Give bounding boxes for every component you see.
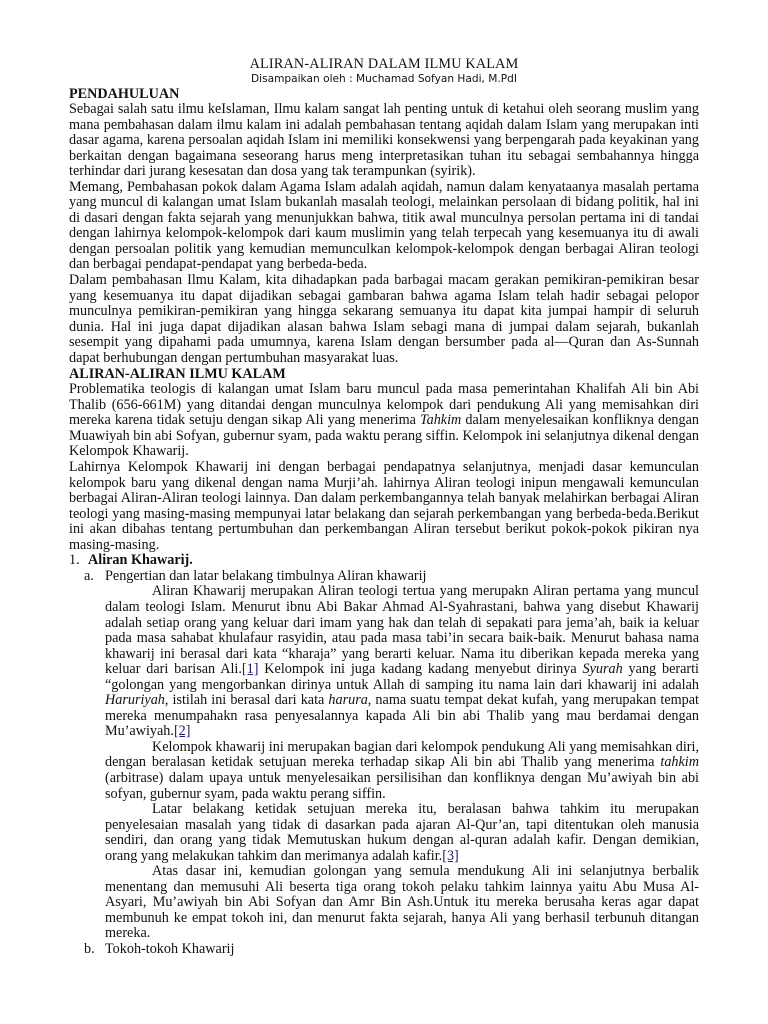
text-span: Kelompok khawarij ini merupakan bagian dari kelompok pendukung Ali yang memisahkan diri, dengan beralasan ketidak setujuan mereka terhadap sikap Ali bin abi Thalib yang menerima xyxy=(105,738,699,771)
text-span: Latar belakang ketidak setujuan mereka itu, beralasan bahwa tahkim itu merupakan penyelesaian masalah yang tidak di dasarkan pada ajaran Al-Qur’an, tapi ditentukan oleh manusia sendiri, dan orang yang tidak Memutuskan hukum dengan al-quran adalah kafir. Dengan demikian, orang yang melakukan tahkim dan merimanya adalah kafir. xyxy=(105,801,699,864)
sublist-letter: b. xyxy=(84,940,95,957)
document-title: ALIRAN-ALIRAN DALAM ILMU KALAM xyxy=(249,56,519,72)
italic-term: Syurah xyxy=(582,661,623,678)
section-heading-aliran: ALIRAN-ALIRAN ILMU KALAM xyxy=(69,366,286,383)
italic-term: Haruriyah xyxy=(105,692,165,709)
list-item-khawarij xyxy=(69,553,699,569)
italic-term: Tahkim xyxy=(420,412,462,429)
paragraph: Dalam pembahasan Ilmu Kalam, kita dihadapkan pada barbagai macam gerakan pemikiran-pemikiran besar yang kesemuanya itu dapat dijadikan sebagai gambaran bahwa agama Islam telah hadir sebagai pelopor munculnya pemikiran-pemikiran yang hingga sekarang semuanya itu dapat kita jumpai hampir di seluruh dunia. Hal ini juga dapat dijadikan alasan bahwa Islam sebagi mana di jumpai dalam sejarah, bukanlah sesempit yang dipahami pada umumnya, karena Islam dengan bersumber pada al—Quran dan As-Sunnah dapat berhubungan dengan pertumbuhan masyarakat luas. xyxy=(69,272,699,366)
italic-term: tahkim xyxy=(660,754,699,771)
paragraph: Lahirnya Kelompok Khawarij ini dengan berbagai pendapatnya selanjutnya, menjadi dasar kemunculan kelompok baru yang dikenal dengan nama Murji’ah. lahirnya Aliran teologi inipun mengawali kemunculan berbagai Aliran-Aliran teologi lainnya. Dan dalam perkembangannya telah banyak melahirkan berbagai Aliran teologi yang masing-masing mempunyai latar belakang dan sejarah perkembangan yang berbeda-beda.Berikut ini akan dibahas tentang pertumbuhan dan perkembangan Aliran tersebut berikut pokok-pokok pikiran nya masing-masing. xyxy=(69,459,699,553)
sublist-letter: a. xyxy=(84,567,94,584)
paragraph xyxy=(69,382,699,460)
paragraph xyxy=(105,802,699,864)
sublist-label: Tokoh-tokoh Khawarij xyxy=(105,940,235,957)
text-span: nama suatu tempat dekat kufah, yang merupakan tempat mereka menumpahakn rasa penyesalannya kapada Ali bin abi Thalib yang mau berdamai dengan Mu’awiyah. xyxy=(105,692,699,740)
paragraph xyxy=(105,584,699,739)
paragraph xyxy=(105,740,699,802)
text-span: , istilah ini berasal dari kata xyxy=(164,692,329,709)
text-span: yang berarti “golongan yang mengorbankan dirinya untuk Allah di samping itu nama lain dari khawarij ini adalah xyxy=(105,661,699,693)
paragraph: Sebagai salah satu ilmu keIslaman, Ilmu kalam sangat lah penting untuk di ketahui oleh seorang muslim yang mana pembahasan dalam ilmu kalam ini adalah pembahasan tentang aqidah dalam Islam yang merupakan inti dasar agama, karena persoalan aqidah Islam ini memiliki konsekwensi yang berpengarah pada keyakinan yang berkaitan dengan bagaimana seseorang harus meng interpretasikan tuhan itu sebagai sembahannya hingga terhindar dari jurang kesesatan dan dosa yang tak terampunkan (syirik). xyxy=(69,101,699,180)
list-item-label: Aliran Khawarij. xyxy=(88,552,193,569)
text-span: Aliran Khawarij merupakan Aliran teologi tertua yang merupakn Aliran pertama yang muncul dalam teologi Islam. Menurut ibnu Abi Bakar Ahmad Al-Syahrastani, bahwa yang disebut Khawarij adalah setiap orang yang keluar dari imam yang hak dan telah di sepakati para jema’ah, baik ia keluar pada masa sahabat khulafaur rasyidin, atau pada masa tabi’in secara baik-baik. Menurut bahasa nama khawarij ini berasal dari kata “kharaja” yang berarti keluar. Nama itu diberikan kepada mereka yang keluar dari barisan Ali. xyxy=(105,583,699,678)
sublist-content xyxy=(69,584,699,942)
paragraph: Memang, Pembahasan pokok dalam Agama Islam adalah aqidah, namun dalam kenyataanya masalah pertama yang muncul di kalangan umat Islam bukanlah masalah teologi, melainkan persolaan di bidang politik, hal ini di dasari dengan fakta sejarah yang menunjukkan bahwa, titik awal munculnya persolan pertama ini di tandai dengan lahirnya kelompok-kelompok dari kaum muslimin yang telah terpecah yang kesemuanya itu di awali dengan persoalan politik yang kemudian memunculkan kelompok-kelompok dengan berbagai Aliran teologi dan berbagai pendapat-pendapat yang berbeda-beda. xyxy=(69,178,699,273)
section-heading-pendahuluan: PENDAHULUAN xyxy=(69,86,180,102)
text-span: Kelompok ini juga kadang kadang menyebut dirinya xyxy=(258,661,583,678)
document-page xyxy=(69,56,699,958)
sublist-item-a xyxy=(69,569,699,585)
italic-term: harura, xyxy=(328,692,372,709)
sublist-label: Pengertian dan latar belakang timbulnya Aliran khawarij xyxy=(105,567,427,584)
list-number: 1. xyxy=(69,552,80,569)
text-span: dalam menyelesaikan konfliknya dengan Muawiyah bin abi Sofyan, gubernur syam, pada waktu perang siffin. Kelompok ini selanjutnya dikenal dengan Kelompok Khawarij. xyxy=(69,412,699,460)
sublist-item-b xyxy=(69,942,699,958)
footnote-link-3[interactable]: [3] xyxy=(442,847,459,864)
footnote-link-2[interactable]: [2] xyxy=(173,723,191,740)
footnote-link-1[interactable]: [1] xyxy=(241,661,259,678)
paragraph: Atas dasar ini, kemudian golongan yang semula mendukung Ali ini selanjutnya berbalik menentang dan memusuhi Ali beserta tiga orang tokoh pelaku tahkim lainnya yaitu Abu Musa Al-Asyari, Mu’awiyah bin Abi Sofyan dan Amr Bin Ash.Untuk itu mereka berusaha keras agar dapat membunuh ke empat tokoh ini, dan menurut fakta sejarah, hanya Ali yang berhasil terbunuh ditangan mereka. xyxy=(105,863,699,942)
text-span: Problematika teologis di kalangan umat Islam baru muncul pada masa pemerintahan Khalifah Ali bin Abi Thalib (656-661M) yang ditandai dengan munculnya kelompok dari pendukung Ali yang memisahkan diri mereka karena tidak setuju dengan sikap Ali yang menerima xyxy=(69,381,699,429)
text-span: (arbitrase) dalam upaya untuk menyelesaikan persilisihan dan konfliknya dengan Mu’awiyah bin abi sofyan, gubernur syam, pada waktu perang siffin. xyxy=(105,769,699,802)
document-subtitle: Disampaikan oleh : Muchamad Sofyan Hadi, M.PdI xyxy=(250,73,518,85)
